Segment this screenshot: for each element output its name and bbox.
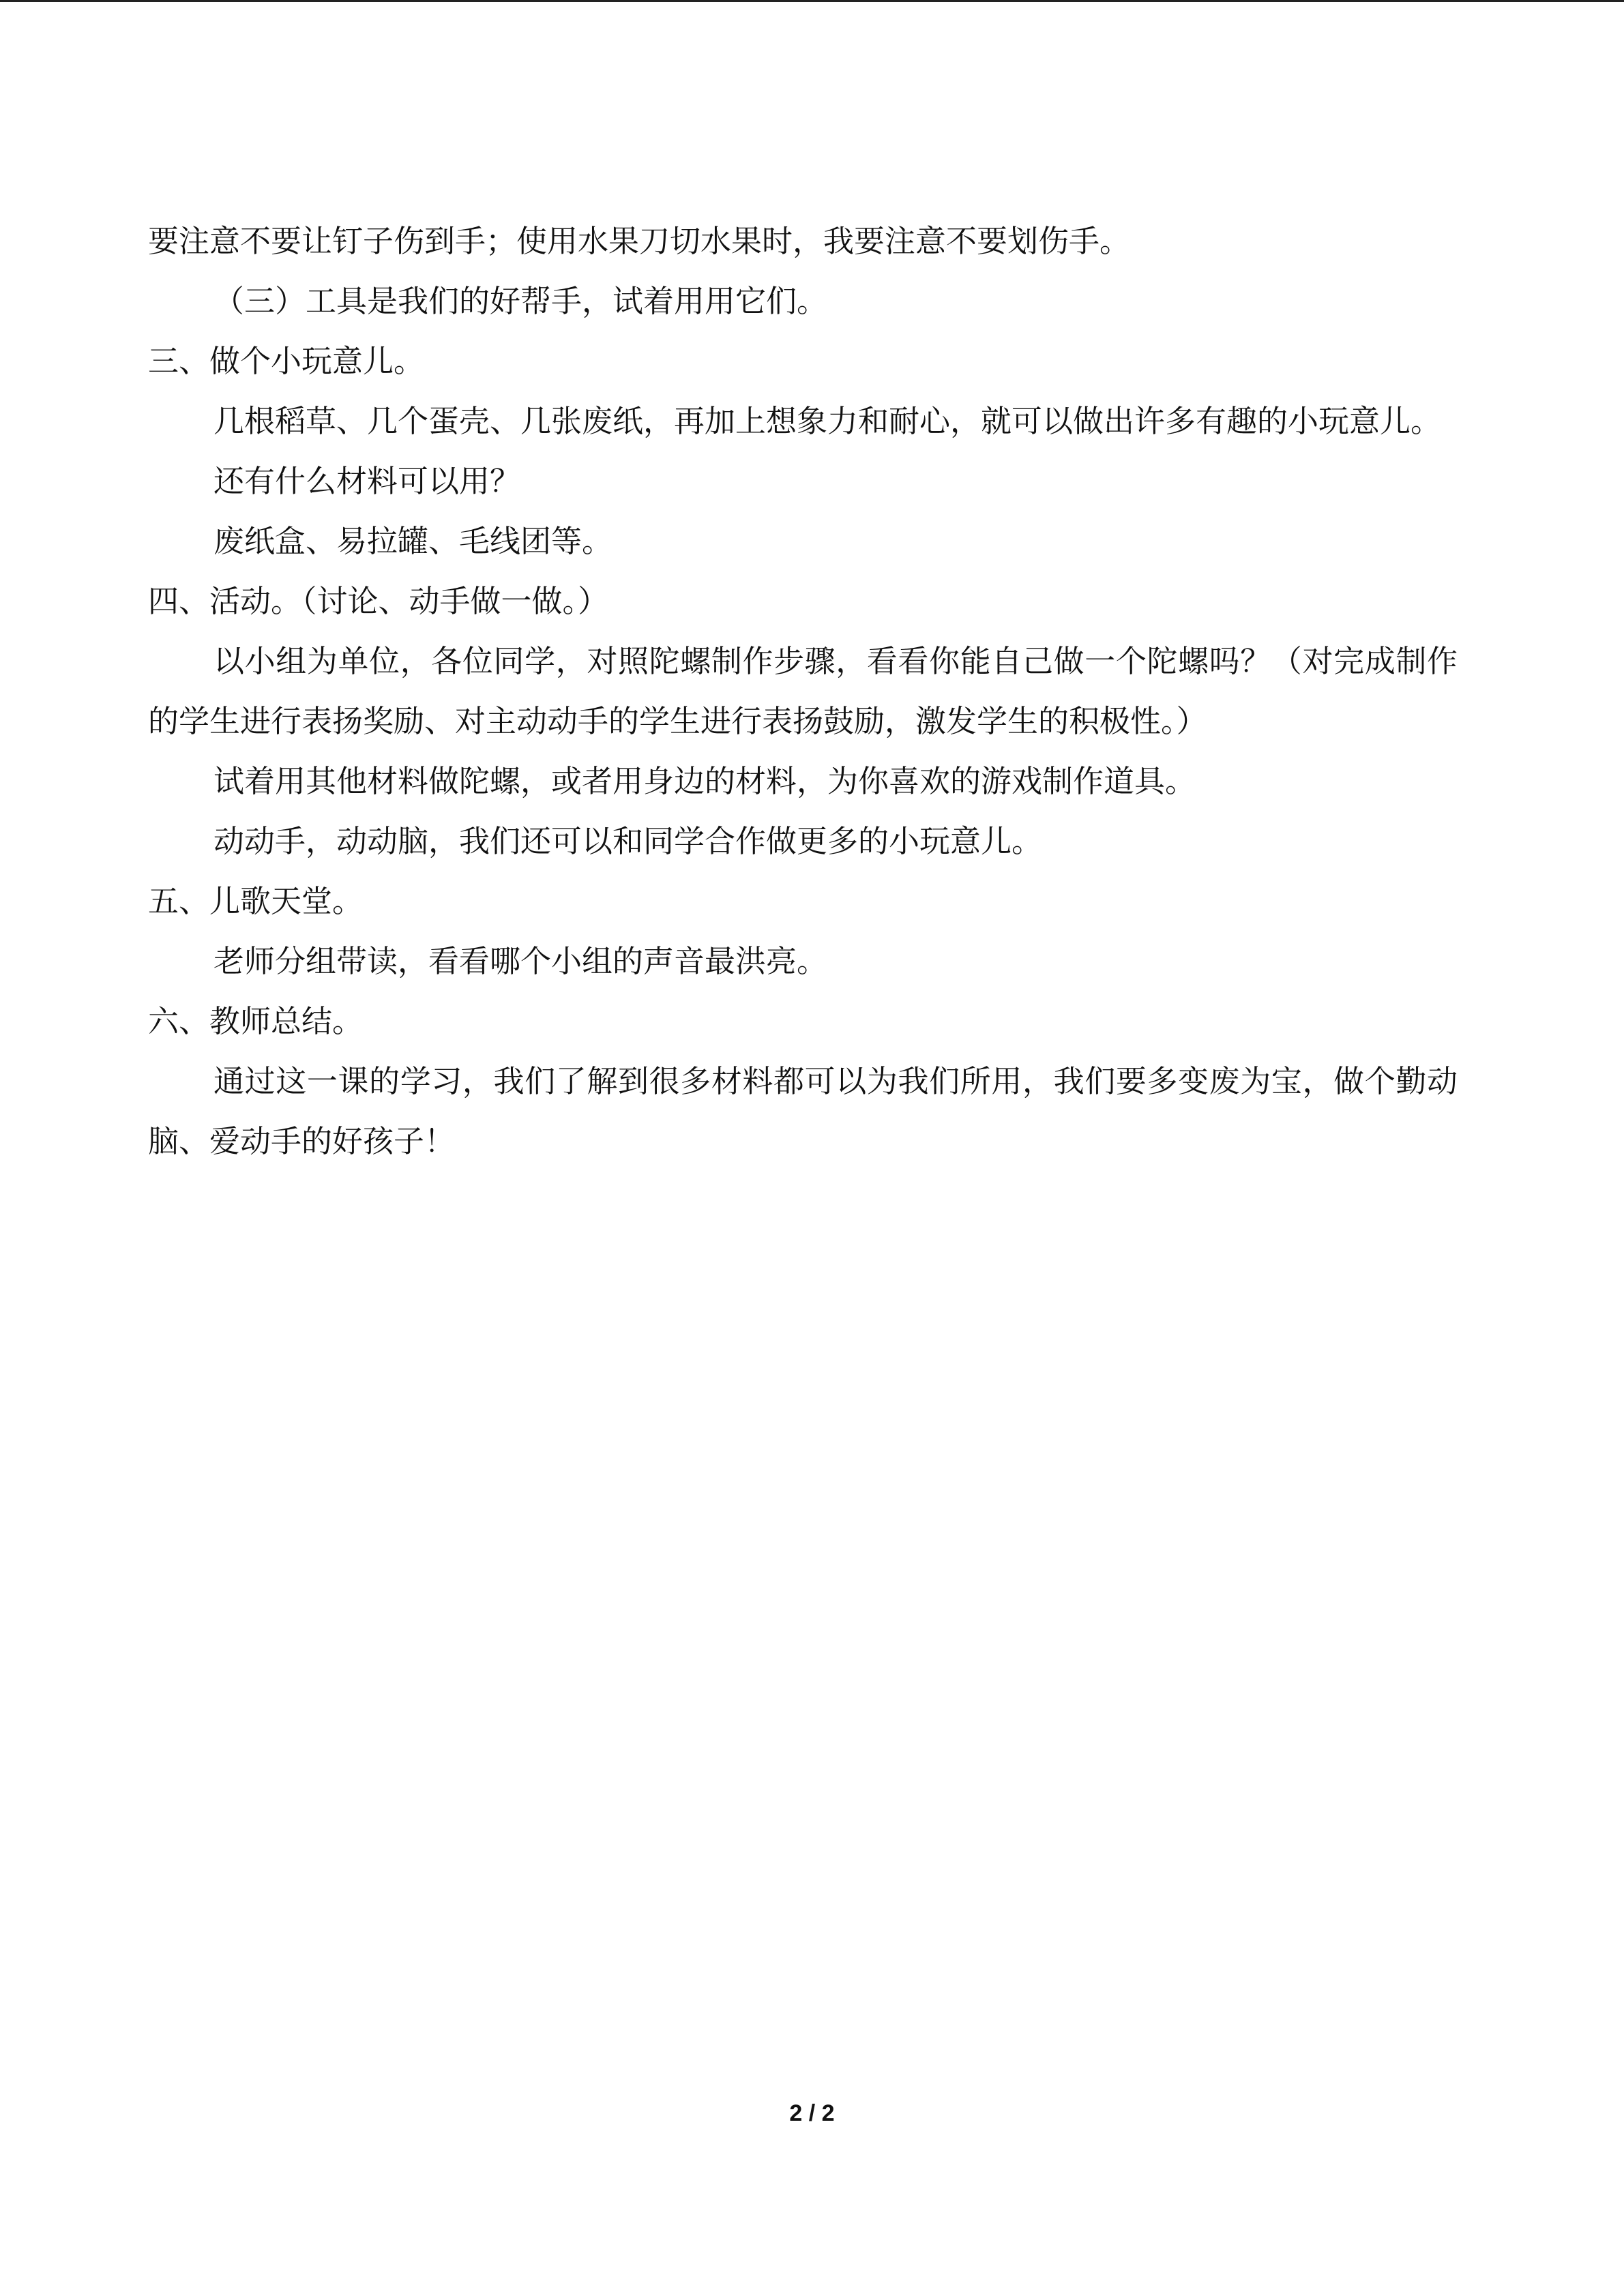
- section-heading-five: 五、儿歌天堂。: [148, 883, 364, 919]
- paragraph-continuation: 要注意不要让钉子伤到手；使用水果刀切水果时，我要注意不要划伤手。: [148, 223, 1131, 259]
- paragraph-read-aloud: 老师分组带读，看看哪个小组的声音最洪亮。: [213, 943, 828, 979]
- paragraph-question: 还有什么材料可以用？: [213, 463, 521, 499]
- paragraph-summary: 通过这一课的学习，我们了解到很多材料都可以为我们所用，我们要多变废为宝，做个勤动脑、爱动手的好孩子！: [148, 1063, 1458, 1159]
- paragraph-materials: 几根稻草、几个蛋壳、几张废纸，再加上想象力和耐心，就可以做出许多有趣的小玩意儿。: [213, 403, 1442, 439]
- paragraph-group-activity: 以小组为单位，各位同学，对照陀螺制作步骤，看看你能自己做一个陀螺吗？（对完成制作的学生进行表扬奖励、对主动动手的学生进行表扬鼓励，激发学生的积极性。）: [148, 643, 1458, 739]
- paragraph-cooperate: 动动手，动动脑，我们还可以和同学合作做更多的小玩意儿。: [213, 823, 1043, 859]
- section-heading-four: 四、活动。（讨论、动手做一做。）: [148, 583, 609, 619]
- paragraph-tools-helper: （三）工具是我们的好帮手，试着用用它们。: [213, 283, 828, 319]
- page-top-border: [0, 0, 1624, 2]
- paragraph-answer: 废纸盒、易拉罐、毛线团等。: [213, 523, 613, 559]
- section-heading-six: 六、教师总结。: [148, 1003, 364, 1039]
- page-number: 2 / 2: [789, 2100, 835, 2126]
- section-heading-three: 三、做个小玩意儿。: [148, 343, 425, 379]
- paragraph-other-materials: 试着用其他材料做陀螺，或者用身边的材料，为你喜欢的游戏制作道具。: [213, 763, 1196, 799]
- document-body: [148, 211, 1458, 1172]
